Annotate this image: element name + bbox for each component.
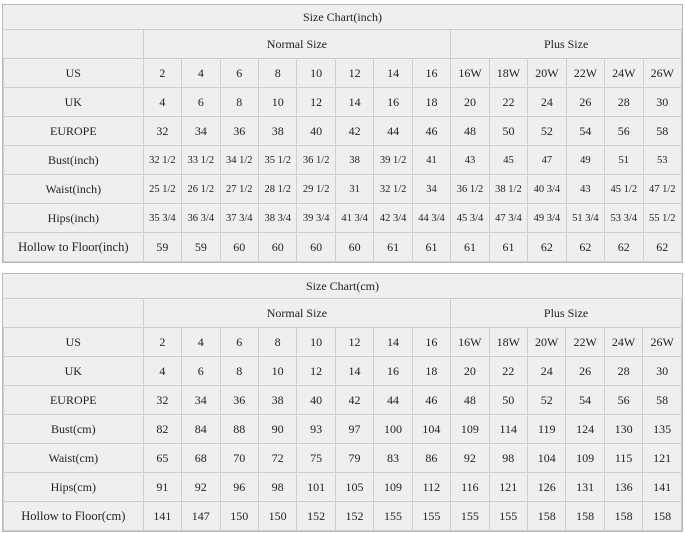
cell: 26 bbox=[566, 88, 604, 117]
cell: 12 bbox=[335, 59, 373, 88]
cell: 150 bbox=[258, 502, 296, 531]
cell: 8 bbox=[259, 59, 297, 88]
table-row bbox=[4, 204, 682, 233]
cell: 35 1/2 bbox=[259, 146, 297, 175]
cell: 158 bbox=[528, 502, 566, 531]
cell: 131 bbox=[566, 473, 604, 502]
cell: 98 bbox=[489, 444, 527, 473]
cell: 109 bbox=[374, 473, 412, 502]
row-label-europe-cm: EUROPE bbox=[4, 386, 144, 415]
table-row bbox=[4, 386, 682, 415]
row-label-uk-cm: UK bbox=[4, 357, 144, 386]
cell: 104 bbox=[412, 415, 450, 444]
cell: 2 bbox=[143, 59, 181, 88]
cell: 112 bbox=[412, 473, 450, 502]
group-header-plus-cm: Plus Size bbox=[451, 299, 682, 328]
cell: 12 bbox=[297, 357, 335, 386]
cell: 32 bbox=[143, 386, 181, 415]
cell: 20W bbox=[528, 59, 566, 88]
cell: 42 bbox=[335, 117, 373, 146]
cell: 42 bbox=[335, 386, 373, 415]
cell: 30 bbox=[643, 357, 682, 386]
cell: 44 3/4 bbox=[412, 204, 450, 233]
cell: 12 bbox=[335, 328, 373, 357]
cell: 38 3/4 bbox=[259, 204, 297, 233]
cell: 68 bbox=[182, 444, 220, 473]
cell: 104 bbox=[528, 444, 566, 473]
cell: 47 3/4 bbox=[489, 204, 527, 233]
row-label-us-cm: US bbox=[4, 328, 144, 357]
cell: 97 bbox=[335, 415, 373, 444]
cell: 60 bbox=[335, 233, 373, 262]
cell: 115 bbox=[604, 444, 642, 473]
cell: 105 bbox=[335, 473, 373, 502]
table-row-groups bbox=[4, 30, 682, 59]
cell: 36 bbox=[220, 117, 258, 146]
table-row-groups bbox=[4, 299, 682, 328]
cell: 8 bbox=[220, 357, 258, 386]
cell: 45 3/4 bbox=[451, 204, 489, 233]
row-label-hips-cm: Hips(cm) bbox=[4, 473, 144, 502]
table-row bbox=[4, 328, 682, 357]
cell: 136 bbox=[604, 473, 642, 502]
cell: 26W bbox=[643, 59, 681, 88]
cell: 24 bbox=[528, 357, 566, 386]
cell: 20W bbox=[528, 328, 566, 357]
cell: 91 bbox=[143, 473, 181, 502]
cell: 39 1/2 bbox=[374, 146, 412, 175]
cell: 92 bbox=[182, 473, 220, 502]
cell: 141 bbox=[643, 473, 682, 502]
cell: 18W bbox=[489, 328, 527, 357]
cell: 34 bbox=[182, 117, 220, 146]
cell: 141 bbox=[143, 502, 181, 531]
cell: 130 bbox=[604, 415, 642, 444]
cell: 4 bbox=[182, 328, 220, 357]
size-chart-cm-table bbox=[3, 274, 682, 531]
cell: 10 bbox=[259, 88, 297, 117]
cell: 52 bbox=[528, 386, 566, 415]
cell: 38 bbox=[259, 117, 297, 146]
cell: 16 bbox=[374, 88, 412, 117]
page-title-cm: Size Chart(cm) bbox=[4, 274, 682, 299]
cell: 56 bbox=[604, 386, 642, 415]
cell: 14 bbox=[335, 88, 373, 117]
cell: 96 bbox=[220, 473, 258, 502]
table-row bbox=[4, 59, 682, 88]
cell: 41 3/4 bbox=[335, 204, 373, 233]
cell: 14 bbox=[374, 59, 412, 88]
cell: 14 bbox=[335, 357, 373, 386]
cell: 84 bbox=[182, 415, 220, 444]
cell: 18 bbox=[412, 357, 450, 386]
cell: 6 bbox=[182, 357, 220, 386]
row-label-bust-inch: Bust(inch) bbox=[4, 146, 144, 175]
cell: 59 bbox=[143, 233, 181, 262]
cell: 25 1/2 bbox=[143, 175, 181, 204]
cell: 28 bbox=[604, 357, 642, 386]
cell: 62 bbox=[566, 233, 604, 262]
cell: 135 bbox=[643, 415, 682, 444]
cell: 114 bbox=[489, 415, 527, 444]
table-row bbox=[4, 88, 682, 117]
cell: 50 bbox=[489, 386, 527, 415]
cell: 109 bbox=[451, 415, 489, 444]
table-row bbox=[4, 473, 682, 502]
table-row bbox=[4, 357, 682, 386]
cell: 155 bbox=[412, 502, 450, 531]
table-row bbox=[4, 175, 682, 204]
cell: 20 bbox=[451, 357, 489, 386]
table-row bbox=[4, 444, 682, 473]
cell: 45 bbox=[489, 146, 527, 175]
cell: 60 bbox=[259, 233, 297, 262]
cell: 18W bbox=[489, 59, 527, 88]
size-chart-inch-table bbox=[3, 5, 682, 262]
cell: 36 1/2 bbox=[297, 146, 335, 175]
cell: 24W bbox=[605, 59, 643, 88]
cell: 31 bbox=[335, 175, 373, 204]
cell: 26 1/2 bbox=[182, 175, 220, 204]
cell: 40 3/4 bbox=[528, 175, 566, 204]
cell: 10 bbox=[297, 59, 335, 88]
size-chart-inch-block bbox=[2, 4, 683, 263]
cell: 22 bbox=[489, 88, 527, 117]
cell: 4 bbox=[182, 59, 220, 88]
cell: 40 bbox=[297, 386, 335, 415]
group-header-plus-inch: Plus Size bbox=[451, 30, 682, 59]
cell: 54 bbox=[566, 117, 604, 146]
cell: 62 bbox=[528, 233, 566, 262]
cell: 34 bbox=[412, 175, 450, 204]
cell: 158 bbox=[604, 502, 642, 531]
cell: 83 bbox=[374, 444, 412, 473]
row-label-bust-cm: Bust(cm) bbox=[4, 415, 144, 444]
row-label-waist-inch: Waist(inch) bbox=[4, 175, 144, 204]
cell: 39 3/4 bbox=[297, 204, 335, 233]
cell: 44 bbox=[374, 386, 412, 415]
cell: 48 bbox=[451, 117, 489, 146]
cell: 51 bbox=[605, 146, 643, 175]
cell: 46 bbox=[412, 386, 450, 415]
cell: 52 bbox=[528, 117, 566, 146]
cell: 24W bbox=[604, 328, 642, 357]
size-chart-cm-block bbox=[2, 273, 683, 532]
cell: 2 bbox=[143, 328, 181, 357]
cell: 16W bbox=[451, 328, 489, 357]
cell: 20 bbox=[451, 88, 489, 117]
cell: 46 bbox=[412, 117, 450, 146]
row-label-hollow-to-floor-inch: Hollow to Floor(inch) bbox=[4, 233, 144, 262]
cell: 92 bbox=[451, 444, 489, 473]
cell: 60 bbox=[220, 233, 258, 262]
cell: 40 bbox=[297, 117, 335, 146]
cell: 61 bbox=[374, 233, 412, 262]
cell: 44 bbox=[374, 117, 412, 146]
cell: 4 bbox=[143, 357, 181, 386]
cell: 6 bbox=[220, 328, 258, 357]
cell: 98 bbox=[258, 473, 296, 502]
cell: 124 bbox=[566, 415, 604, 444]
group-header-normal-cm: Normal Size bbox=[143, 299, 451, 328]
cell: 26W bbox=[643, 328, 682, 357]
cell: 10 bbox=[297, 328, 335, 357]
size-chart-page bbox=[0, 4, 685, 533]
cell: 61 bbox=[412, 233, 450, 262]
cell: 155 bbox=[451, 502, 489, 531]
cell: 36 1/2 bbox=[451, 175, 489, 204]
cell: 70 bbox=[220, 444, 258, 473]
cell: 62 bbox=[605, 233, 643, 262]
row-label-uk-inch: UK bbox=[4, 88, 144, 117]
table-row-title bbox=[4, 274, 682, 299]
row-label-europe-inch: EUROPE bbox=[4, 117, 144, 146]
cell: 28 bbox=[605, 88, 643, 117]
cell: 56 bbox=[605, 117, 643, 146]
cell: 47 1/2 bbox=[643, 175, 681, 204]
table-row bbox=[4, 117, 682, 146]
table-row bbox=[4, 415, 682, 444]
cell: 32 1/2 bbox=[143, 146, 181, 175]
cell: 101 bbox=[297, 473, 335, 502]
cell: 8 bbox=[258, 328, 296, 357]
cell: 38 1/2 bbox=[489, 175, 527, 204]
cell: 4 bbox=[143, 88, 181, 117]
cell: 48 bbox=[451, 386, 489, 415]
cell: 61 bbox=[451, 233, 489, 262]
cell: 152 bbox=[335, 502, 373, 531]
cell: 27 1/2 bbox=[220, 175, 258, 204]
cell: 58 bbox=[643, 117, 681, 146]
cell: 16 bbox=[412, 328, 450, 357]
cell: 109 bbox=[566, 444, 604, 473]
cell: 34 bbox=[182, 386, 220, 415]
cell: 116 bbox=[451, 473, 489, 502]
cell: 61 bbox=[489, 233, 527, 262]
cell: 152 bbox=[297, 502, 335, 531]
cell: 36 3/4 bbox=[182, 204, 220, 233]
cell: 30 bbox=[643, 88, 681, 117]
cell: 36 bbox=[220, 386, 258, 415]
cell: 24 bbox=[528, 88, 566, 117]
cell: 147 bbox=[182, 502, 220, 531]
cell: 49 bbox=[566, 146, 604, 175]
cell: 32 bbox=[143, 117, 181, 146]
table-row bbox=[4, 233, 682, 262]
cell: 12 bbox=[297, 88, 335, 117]
cell: 38 bbox=[335, 146, 373, 175]
row-label-hips-inch: Hips(inch) bbox=[4, 204, 144, 233]
cell: 65 bbox=[143, 444, 181, 473]
cell: 22W bbox=[566, 59, 604, 88]
cell: 75 bbox=[297, 444, 335, 473]
cell: 32 1/2 bbox=[374, 175, 412, 204]
cell: 158 bbox=[566, 502, 604, 531]
cell: 59 bbox=[182, 233, 220, 262]
cell: 93 bbox=[297, 415, 335, 444]
cell: 86 bbox=[412, 444, 450, 473]
table-row-title bbox=[4, 5, 682, 30]
cell: 47 bbox=[528, 146, 566, 175]
corner-blank-cell bbox=[4, 30, 144, 59]
cell: 22W bbox=[566, 328, 604, 357]
cell: 53 bbox=[643, 146, 681, 175]
cell: 55 1/2 bbox=[643, 204, 681, 233]
cell: 88 bbox=[220, 415, 258, 444]
cell: 119 bbox=[528, 415, 566, 444]
cell: 58 bbox=[643, 386, 682, 415]
cell: 121 bbox=[643, 444, 682, 473]
cell: 22 bbox=[489, 357, 527, 386]
cell: 6 bbox=[182, 88, 220, 117]
cell: 28 1/2 bbox=[259, 175, 297, 204]
cell: 50 bbox=[489, 117, 527, 146]
cell: 126 bbox=[528, 473, 566, 502]
cell: 42 3/4 bbox=[374, 204, 412, 233]
row-label-us-inch: US bbox=[4, 59, 144, 88]
page-title-inch: Size Chart(inch) bbox=[4, 5, 682, 30]
cell: 43 bbox=[451, 146, 489, 175]
cell: 150 bbox=[220, 502, 258, 531]
cell: 34 1/2 bbox=[220, 146, 258, 175]
cell: 158 bbox=[643, 502, 682, 531]
corner-blank-cell bbox=[4, 299, 144, 328]
cell: 79 bbox=[335, 444, 373, 473]
cell: 16 bbox=[412, 59, 450, 88]
group-header-normal-inch: Normal Size bbox=[143, 30, 451, 59]
cell: 6 bbox=[220, 59, 258, 88]
cell: 10 bbox=[258, 357, 296, 386]
cell: 155 bbox=[374, 502, 412, 531]
cell: 54 bbox=[566, 386, 604, 415]
row-label-waist-cm: Waist(cm) bbox=[4, 444, 144, 473]
cell: 43 bbox=[566, 175, 604, 204]
table-row bbox=[4, 146, 682, 175]
row-label-hollow-to-floor-cm: Hollow to Floor(cm) bbox=[4, 502, 144, 531]
cell: 100 bbox=[374, 415, 412, 444]
cell: 38 bbox=[258, 386, 296, 415]
cell: 8 bbox=[220, 88, 258, 117]
cell: 37 3/4 bbox=[220, 204, 258, 233]
cell: 16W bbox=[451, 59, 489, 88]
cell: 51 3/4 bbox=[566, 204, 604, 233]
table-row bbox=[4, 502, 682, 531]
cell: 60 bbox=[297, 233, 335, 262]
cell: 72 bbox=[258, 444, 296, 473]
cell: 155 bbox=[489, 502, 527, 531]
cell: 33 1/2 bbox=[182, 146, 220, 175]
cell: 35 3/4 bbox=[143, 204, 181, 233]
cell: 26 bbox=[566, 357, 604, 386]
cell: 82 bbox=[143, 415, 181, 444]
cell: 14 bbox=[374, 328, 412, 357]
cell: 62 bbox=[643, 233, 681, 262]
cell: 49 3/4 bbox=[528, 204, 566, 233]
cell: 45 1/2 bbox=[605, 175, 643, 204]
cell: 16 bbox=[374, 357, 412, 386]
cell: 121 bbox=[489, 473, 527, 502]
cell: 41 bbox=[412, 146, 450, 175]
cell: 90 bbox=[258, 415, 296, 444]
cell: 18 bbox=[412, 88, 450, 117]
cell: 29 1/2 bbox=[297, 175, 335, 204]
cell: 53 3/4 bbox=[605, 204, 643, 233]
